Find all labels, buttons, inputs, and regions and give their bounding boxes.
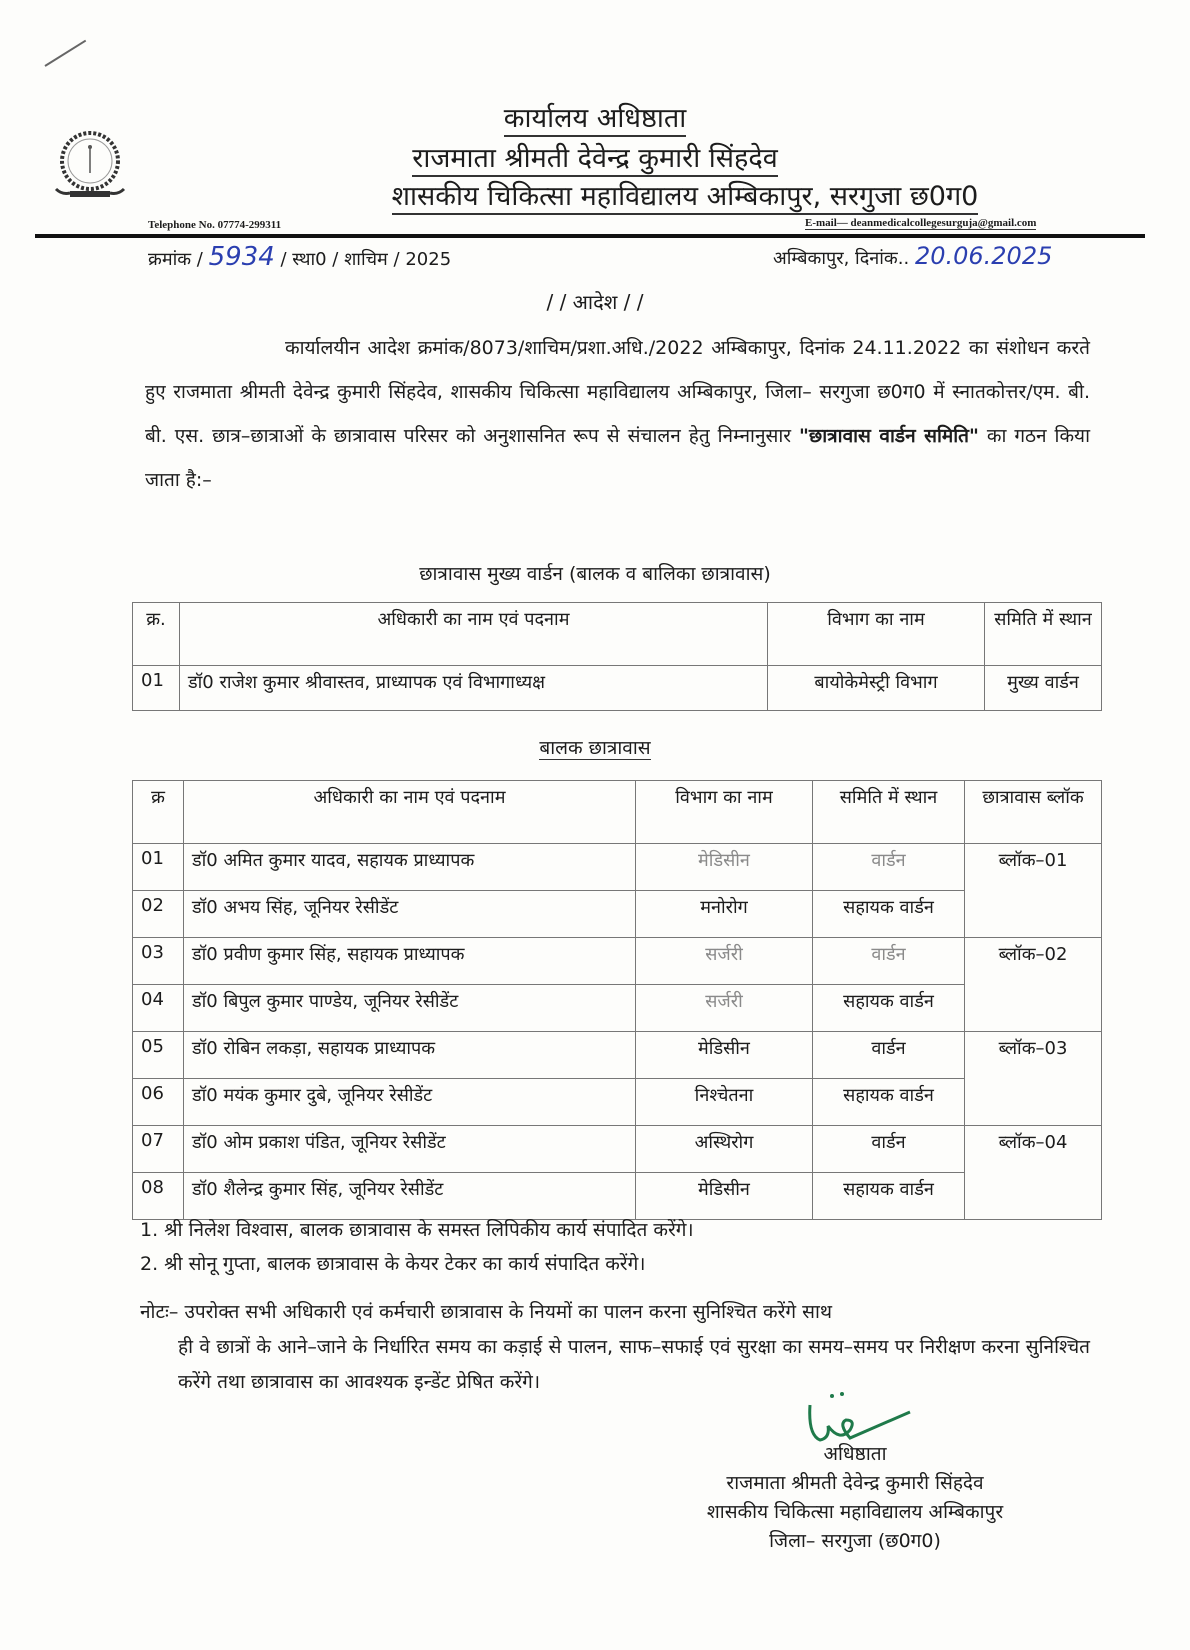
cell-block: ब्लॉक–02	[965, 938, 1102, 1032]
note-label: नोटः–	[140, 1301, 179, 1323]
cell-no: 01	[133, 844, 184, 891]
order-body	[145, 326, 1090, 502]
signatory-title: अधिष्ठाता	[823, 1443, 887, 1465]
place-date	[773, 242, 1052, 270]
cell-role: वार्डन	[813, 1126, 965, 1173]
table-row	[133, 666, 1102, 711]
cell-no: 07	[133, 1126, 184, 1173]
cell-block: ब्लॉक–04	[965, 1126, 1102, 1220]
table-row	[133, 1126, 1102, 1173]
order-body-committee: "छात्रावास वार्डन समिति"	[799, 425, 979, 447]
cell-block: ब्लॉक–01	[965, 844, 1102, 938]
cell-role: सहायक वार्डन	[813, 1173, 965, 1220]
cell-no: 02	[133, 891, 184, 938]
col-header: क्र.	[133, 603, 180, 666]
place-date-label: अम्बिकापुर, दिनांक..	[773, 248, 910, 269]
cell-name: डॉ0 अमित कुमार यादव, सहायक प्राध्यापक	[184, 844, 636, 891]
table-row	[133, 1032, 1102, 1079]
order-body-part1: कार्यालयीन आदेश क्रमांक/8073/शाचिम/प्रशा.अधि./2022 अम्बिकापुर, दिनांक 24.11.2022 का संशोधन करते हुए राजमाता श्रीमती देवेन्द्र कुमारी सिंहदेव, शासकीय चिकित्सा महाविद्यालय अम्बिकापुर, जिला– सरगुजा छ0ग0 में स्नातकोत्तर/एम. बी. बी. एस. छात्र–छात्राओं के छात्रावास परिसर को अनुशासनित रूप से संचालन हेतु निम्नानुसार	[145, 337, 1090, 447]
cell-name: डॉ0 मयंक कुमार दुबे, जूनियर रेसीडेंट	[184, 1079, 636, 1126]
reference-number	[148, 242, 451, 272]
cell-name: डॉ0 शैलेन्द्र कुमार सिंह, जूनियर रेसीडेंट	[184, 1173, 636, 1220]
cell-role: वार्डन	[813, 938, 965, 985]
order-body-part2: का गठन किया जाता है:–	[145, 425, 1090, 491]
col-header: विभाग का नाम	[636, 781, 813, 844]
chief-warden-table	[132, 602, 1102, 711]
cell-dept: निश्चेतना	[636, 1079, 813, 1126]
cell-name: डॉ0 बिपुल कुमार पाण्डेय, जूनियर रेसीडेंट	[184, 985, 636, 1032]
staple-mark	[44, 40, 86, 67]
col-header: अधिकारी का नाम एवं पदनाम	[180, 603, 768, 666]
college-name-line2: शासकीय चिकित्सा महाविद्यालय अम्बिकापुर, सरगुजा छ0ग0	[90, 176, 1190, 213]
cell-dept: सर्जरी	[636, 985, 813, 1032]
cell-block: ब्लॉक–03	[965, 1032, 1102, 1126]
table-row	[133, 891, 1102, 938]
header-divider	[35, 234, 1145, 238]
chief-warden-caption: छात्रावास मुख्य वार्डन (बालक व बालिका छात्रावास)	[419, 563, 771, 585]
general-note	[140, 1295, 1090, 1400]
college-name-line1: राजमाता श्रीमती देवेन्द्र कुमारी सिंहदेव	[0, 138, 1190, 175]
cell-dept: मेडिसीन	[636, 1032, 813, 1079]
cell-dept: अस्थिरोग	[636, 1126, 813, 1173]
cell-role: सहायक वार्डन	[813, 1079, 965, 1126]
cell-name: डॉ0 प्रवीण कुमार सिंह, सहायक प्राध्यापक	[184, 938, 636, 985]
cell-name: डॉ0 ओम प्रकाश पंडित, जूनियर रेसीडेंट	[184, 1126, 636, 1173]
cell-no: 03	[133, 938, 184, 985]
order-title: / / आदेश / /	[546, 290, 644, 314]
office-title: कार्यालय अधिष्ठाता	[0, 98, 1190, 135]
table-row	[133, 1079, 1102, 1126]
cell-role: सहायक वार्डन	[813, 985, 965, 1032]
table-row	[133, 985, 1102, 1032]
signatory-line1: राजमाता श्रीमती देवेन्द्र कुमारी सिंहदेव	[726, 1472, 984, 1494]
staff-notes	[140, 1213, 694, 1281]
cell-dept: मनोरोग	[636, 891, 813, 938]
cell-dept: सर्जरी	[636, 938, 813, 985]
table-row	[133, 938, 1102, 985]
cell-no: 04	[133, 985, 184, 1032]
col-header: क्र	[133, 781, 184, 844]
col-header: समिति में स्थान	[813, 781, 965, 844]
date-handwritten: 20.06.2025	[914, 242, 1053, 270]
cell-role: मुख्य वार्डन	[985, 666, 1102, 711]
cell-name: डॉ0 अभय सिंह, जूनियर रेसीडेंट	[184, 891, 636, 938]
table-row	[133, 844, 1102, 891]
cell-dept: मेडिसीन	[636, 844, 813, 891]
boys-hostel-table	[132, 780, 1102, 1220]
cell-dept: मेडिसीन	[636, 1173, 813, 1220]
table-header-row	[133, 781, 1102, 844]
signatory-line2: शासकीय चिकित्सा महाविद्यालय अम्बिकापुर	[706, 1501, 1004, 1523]
reference-suffix: / स्था0 / शाचिम / 2025	[280, 249, 452, 270]
boys-hostel-caption: बालक छात्रावास	[539, 737, 651, 759]
cell-name: डॉ0 रोबिन लकड़ा, सहायक प्राध्यापक	[184, 1032, 636, 1079]
signatory-line3: जिला– सरगुजा (छ0ग0)	[769, 1530, 941, 1552]
staff-note-item: 2. श्री सोनू गुप्ता, बालक छात्रावास के केयर टेकर का कार्य संपादित करेंगे।	[140, 1253, 646, 1275]
note-rest: ही वे छात्रों के आने–जाने के निर्धारित समय का कड़ाई से पालन, साफ–सफाई एवं सुरक्षा का समय–समय पर निरीक्षण करना सुनिश्चित करेंगे तथा छात्रावास का आवश्यक इन्डेंट प्रेषित करेंगे।	[178, 1336, 1090, 1393]
reference-number-handwritten: 5934	[208, 242, 275, 272]
reference-prefix: क्रमांक /	[148, 249, 203, 270]
col-header: छात्रावास ब्लॉक	[965, 781, 1102, 844]
col-header: समिति में स्थान	[985, 603, 1102, 666]
col-header: अधिकारी का नाम एवं पदनाम	[184, 781, 636, 844]
telephone: Telephone No. 07774-299311	[148, 219, 282, 231]
staff-note-item: 1. श्री निलेश विश्वास, बालक छात्रावास के समस्त लिपिकीय कार्य संपादित करेंगे।	[140, 1219, 694, 1241]
cell-no: 05	[133, 1032, 184, 1079]
cell-role: वार्डन	[813, 844, 965, 891]
signature-block	[640, 1440, 1070, 1556]
cell-no: 01	[133, 666, 180, 711]
table-header-row	[133, 603, 1102, 666]
email: E-mail— deanmedicalcollegesurguja@gmail.com	[805, 217, 1037, 229]
col-header: विभाग का नाम	[768, 603, 985, 666]
cell-name: डॉ0 राजेश कुमार श्रीवास्तव, प्राध्यापक एवं विभागाध्यक्ष	[180, 666, 768, 711]
cell-role: वार्डन	[813, 1032, 965, 1079]
cell-no: 08	[133, 1173, 184, 1220]
note-line1: उपरोक्त सभी अधिकारी एवं कर्मचारी छात्रावास के नियमों का पालन करना सुनिश्चित करेंगे साथ	[184, 1301, 833, 1323]
cell-role: सहायक वार्डन	[813, 891, 965, 938]
cell-dept: बायोकेमेस्ट्री विभाग	[768, 666, 985, 711]
cell-no: 06	[133, 1079, 184, 1126]
